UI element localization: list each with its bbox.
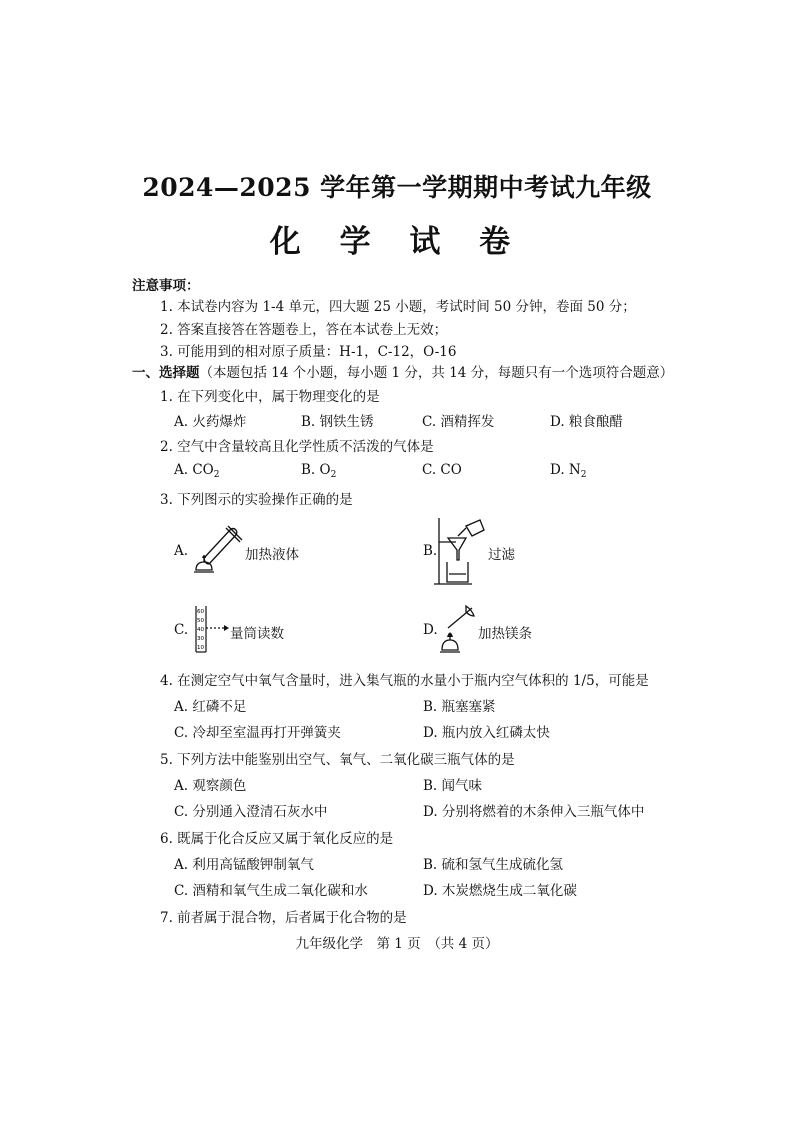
cylinder-tick-10: 10 bbox=[197, 645, 204, 651]
cylinder-tick-30: 30 bbox=[197, 636, 204, 642]
question-2-option-d: D. $N_2$ bbox=[550, 462, 587, 480]
question-4-option-d: D. 瓶内放入红磷太快 bbox=[423, 725, 550, 741]
cylinder-tick-50: 50 bbox=[197, 618, 204, 624]
question-5-option-a: A. 观察颜色 bbox=[174, 778, 247, 794]
question-4-option-a: A. 红磷不足 bbox=[174, 699, 247, 715]
question-4-option-c: C. 冷却至室温再打开弹簧夹 bbox=[174, 725, 341, 741]
question-5-option-b: B. 闻气味 bbox=[423, 778, 483, 794]
question-5-option-c: C. 分别通入澄清石灰水中 bbox=[174, 804, 328, 820]
exam-title: 2024—2025 学年第一学期期中考试九年级 bbox=[142, 173, 652, 202]
question-2-stem: 2. 空气中含量较高且化学性质不活泼的气体是 bbox=[160, 439, 434, 455]
question-6-option-a: A. 利用高锰酸钾制氧气 bbox=[174, 857, 314, 873]
page-footer: 九年级化学 第 1 页 （共 4 页） bbox=[295, 936, 499, 952]
question-5-stem: 5. 下列方法中能鉴别出空气、氧气、二氧化碳三瓶气体的是 bbox=[160, 752, 515, 768]
question-3-option-d-label: 加热镁条 bbox=[478, 626, 532, 642]
question-3-option-d-letter: D. bbox=[423, 622, 438, 638]
exam-subtitle: 化 学 试 卷 bbox=[269, 224, 525, 260]
question-7-stem: 7. 前者属于混合物，后者属于化合物的是 bbox=[160, 910, 407, 926]
question-1-option-c: C. 酒精挥发 bbox=[422, 414, 495, 430]
cylinder-tick-60: 60 bbox=[197, 609, 204, 615]
notice-heading: 注意事项： bbox=[132, 278, 200, 294]
question-3-option-b-letter: B. bbox=[423, 543, 438, 559]
question-1-stem: 1. 在下列变化中，属于物理变化的是 bbox=[160, 389, 380, 405]
question-5-option-d: D. 分别将燃着的木条伸入三瓶气体中 bbox=[423, 804, 645, 820]
section-title: 一、选择题 bbox=[132, 365, 200, 381]
question-3-option-c-label: 量筒读数 bbox=[230, 626, 284, 642]
question-1-option-a: A. 火药爆炸 bbox=[174, 414, 247, 430]
question-3-stem: 3. 下列图示的实验操作正确的是 bbox=[160, 492, 353, 508]
notice-item-3: 3. 可能用到的相对原子质量：H-1，C-12，O-16 bbox=[160, 344, 457, 360]
question-3-option-a-letter: A. bbox=[174, 543, 189, 559]
question-3-option-c-letter: C. bbox=[174, 622, 189, 638]
question-2-option-a: A. $CO_2$ bbox=[174, 462, 220, 480]
notice-item-2: 2. 答案直接答在答题卷上，答在本试卷上无效； bbox=[160, 322, 448, 338]
question-6-stem: 6. 既属于化合反应又属于氧化反应的是 bbox=[160, 831, 394, 847]
question-6-option-d: D. 木炭燃烧生成二氧化碳 bbox=[423, 883, 577, 899]
filtration-diagram bbox=[432, 514, 488, 588]
heating-liquid-diagram bbox=[190, 520, 244, 576]
question-1-option-d: D. 粮食酿醋 bbox=[550, 414, 623, 430]
question-4-stem: 4. 在测定空气中氧气含量时，进入集气瓶的水量小于瓶内空气体积的 1/5，可能是 bbox=[160, 673, 649, 689]
graduated-cylinder-diagram bbox=[192, 604, 230, 654]
question-4-option-b: B. 瓶塞塞紧 bbox=[423, 699, 496, 715]
question-3-option-b-label: 过滤 bbox=[488, 547, 515, 563]
question-2-option-c: C. CO bbox=[422, 462, 462, 478]
section-desc: （本题包括 14 个小题，每小题 1 分，共 14 分，每题只有一个选项符合题意） bbox=[199, 365, 674, 381]
cylinder-tick-40: 40 bbox=[197, 627, 204, 633]
notice-item-1: 1. 本试卷内容为 1-4 单元，四大题 25 小题，考试时间 50 分钟，卷面 50 分； bbox=[160, 299, 636, 315]
question-6-option-b: B. 硫和氢气生成硫化氢 bbox=[423, 857, 564, 873]
question-3-option-a-label: 加热液体 bbox=[245, 547, 299, 563]
question-6-option-c: C. 酒精和氧气生成二氧化碳和水 bbox=[174, 883, 368, 899]
question-2-option-b: B. $O_2$ bbox=[301, 462, 337, 480]
section-heading bbox=[132, 361, 673, 381]
question-1-option-b: B. 钢铁生锈 bbox=[301, 414, 374, 430]
heating-magnesium-diagram bbox=[438, 604, 478, 654]
